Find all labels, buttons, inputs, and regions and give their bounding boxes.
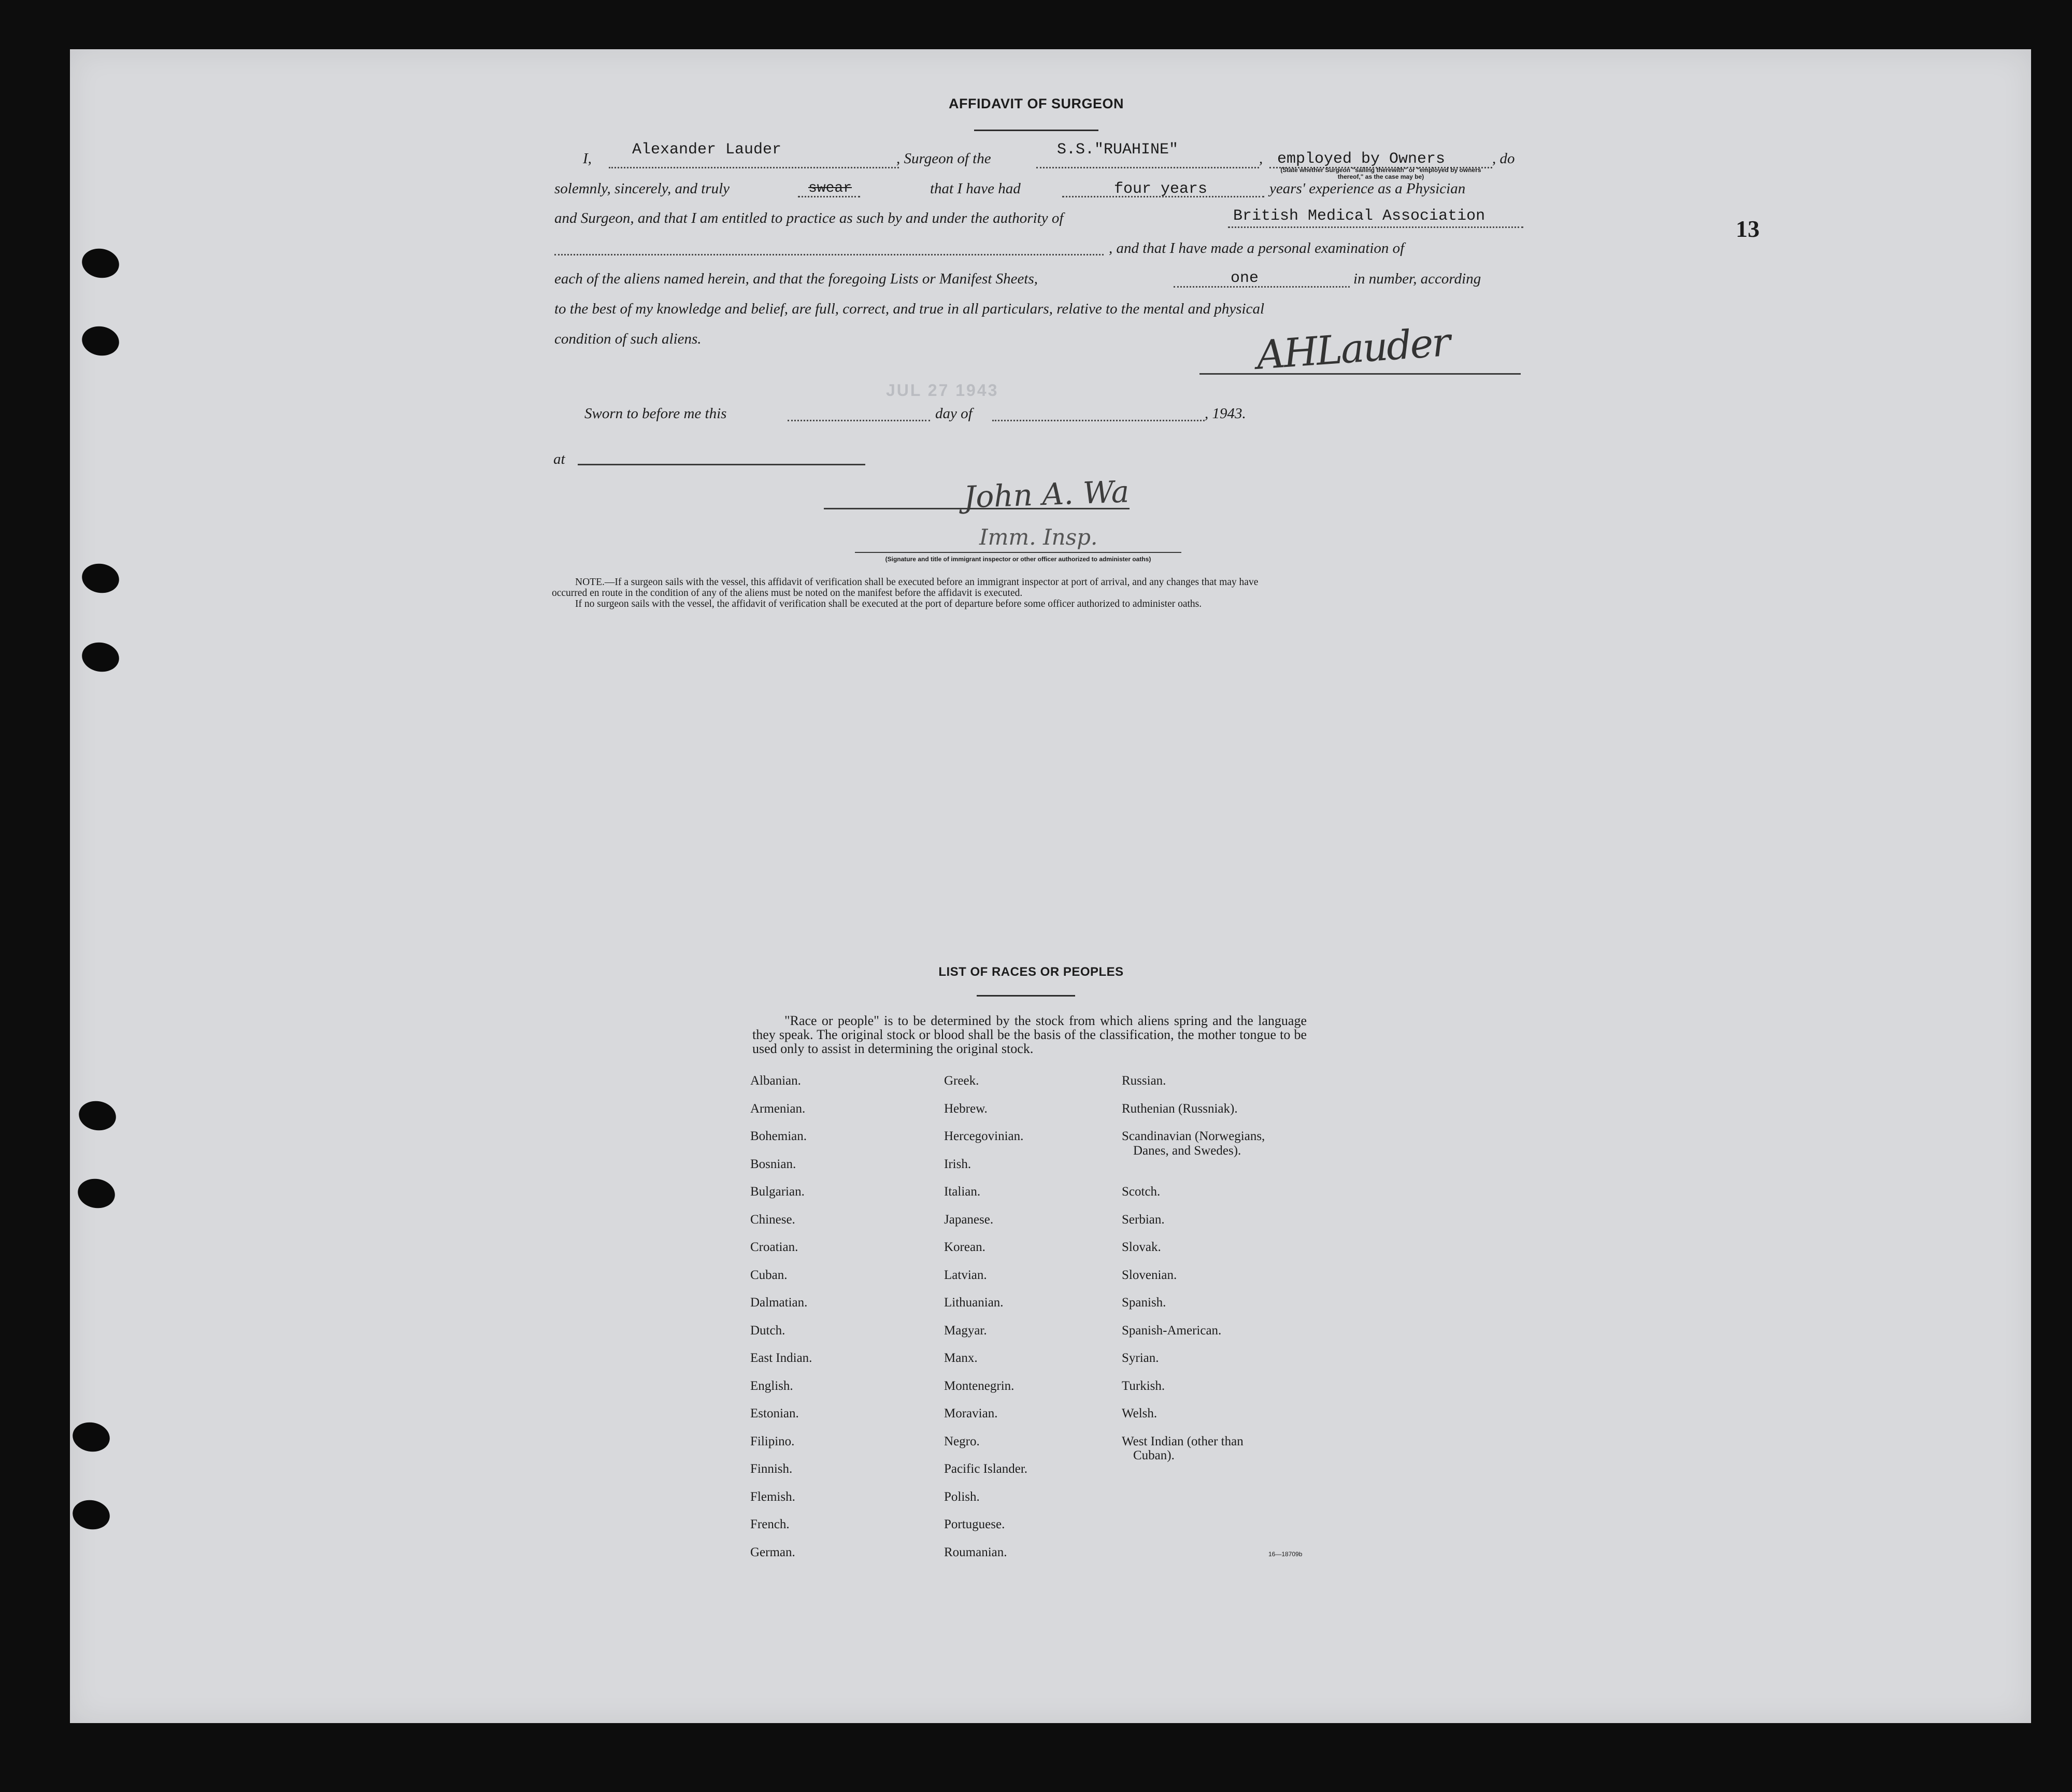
race-item: West Indian (other than: [1122, 1434, 1244, 1448]
affidavit-title: AFFIDAVIT OF SURGEON: [949, 96, 1124, 111]
ship-line: [1036, 167, 1259, 168]
race-item: Korean.: [944, 1240, 985, 1254]
sworn-month-line: [992, 420, 1205, 421]
authority-line: [1228, 226, 1523, 228]
label-surgeon-of-the: , Surgeon of the: [896, 150, 991, 167]
inspector-signature: John A. Wa: [963, 474, 1130, 515]
race-item: Manx.: [944, 1351, 978, 1365]
label-best-knowledge: to the best of my knowledge and belief, are full, correct, and true in all particulars, relative to the mental and physical: [554, 301, 1265, 317]
race-item: Syrian.: [1122, 1351, 1159, 1365]
races-intro: "Race or people" is to be determined by the stock from which aliens spring and the language they speak. The original stock or blood shall be the basis of the classification, the mother tongue to be used only to assist in determining the original stock.: [752, 1013, 1307, 1056]
inspector-caption: (Signature and title of immigrant inspector or other officer authorized to administer oaths): [885, 556, 1151, 563]
race-item: English.: [750, 1378, 793, 1393]
inspector-title: Imm. Insp.: [979, 524, 1098, 550]
date-stamp: JUL 27 1943: [886, 381, 999, 400]
ship-name: S.S."RUAHINE": [1057, 141, 1179, 159]
race-item: Armenian.: [750, 1101, 806, 1116]
label-that-i-have-had: that I have had: [930, 180, 1021, 197]
inspector-title-line: [855, 552, 1181, 553]
race-item: Filipino.: [750, 1434, 795, 1448]
label-at: at: [553, 451, 565, 467]
race-item: Serbian.: [1122, 1212, 1165, 1227]
race-item: Negro.: [944, 1434, 980, 1448]
race-item: Spanish.: [1122, 1296, 1166, 1310]
race-item: East Indian.: [750, 1351, 812, 1365]
label-aliens-named: each of the aliens named herein, and that the foregoing Lists or Manifest Sheets,: [554, 271, 1038, 287]
race-item: Russian.: [1122, 1074, 1166, 1088]
employed-note: (State whether Surgeon "sailing therewith" or "employed by owners thereof," as the case may be): [1280, 166, 1481, 180]
comma: ,: [1259, 150, 1263, 167]
title-underline: [974, 130, 1098, 131]
race-item: Magyar.: [944, 1323, 987, 1338]
note-line-1: NOTE.—If a surgeon sails with the vessel, this affidavit of verification shall be executed before an immigrant inspector at port of arrival, and any changes that may have: [575, 577, 1259, 588]
sheets-line: [1174, 286, 1350, 288]
race-item: Ruthenian (Russniak).: [1122, 1101, 1238, 1116]
race-item: Latvian.: [944, 1268, 987, 1282]
label-condition: condition of such aliens.: [554, 331, 702, 347]
oath-word: swear: [808, 180, 852, 196]
label-solemnly: solemnly, sincerely, and truly: [554, 180, 730, 197]
race-item: Bohemian.: [750, 1129, 807, 1143]
races-title-underline: [977, 995, 1075, 997]
race-item: Estonian.: [750, 1406, 799, 1420]
label-and-surgeon: and Surgeon, and that I am entitled to practice as such by and under the authority of: [554, 210, 1064, 226]
at-line: [578, 464, 865, 465]
note-line-3: If no surgeon sails with the vessel, the affidavit of verification shall be executed at the port of departure before some officer authorized to administer oaths.: [575, 599, 1202, 609]
race-item: French.: [750, 1517, 790, 1531]
label-sworn: Sworn to before me this: [584, 405, 727, 422]
race-item: Japanese.: [944, 1212, 994, 1227]
race-item: Italian.: [944, 1185, 981, 1199]
employed-by: employed by Owners: [1277, 150, 1446, 168]
race-item: Scandinavian (Norwegians,: [1122, 1129, 1265, 1143]
label-do: , do: [1492, 150, 1515, 167]
race-item: Irish.: [944, 1157, 971, 1171]
race-item: Albanian.: [750, 1074, 801, 1088]
race-item: Moravian.: [944, 1406, 998, 1420]
race-item: Lithuanian.: [944, 1296, 1004, 1310]
race-item: Finnish.: [750, 1462, 793, 1476]
authority-value: British Medical Association: [1233, 207, 1485, 225]
page-number: 13: [1736, 216, 1760, 242]
race-item: Danes, and Swedes).: [1133, 1143, 1241, 1158]
race-item: Bulgarian.: [750, 1185, 805, 1199]
race-item: Spanish-American.: [1122, 1323, 1222, 1338]
sworn-date-line: [788, 420, 930, 421]
race-item: Dalmatian.: [750, 1296, 808, 1310]
races-title: LIST OF RACES OR PEOPLES: [938, 965, 1124, 979]
label-i: I,: [583, 150, 592, 167]
authority-line-2: [554, 254, 1104, 255]
race-item: Slovak.: [1122, 1240, 1161, 1254]
sheets-value: one: [1231, 269, 1259, 287]
race-item: Polish.: [944, 1489, 980, 1504]
sworn-year: , 1943.: [1205, 405, 1246, 422]
surgeon-signature: AHLauder: [1255, 319, 1451, 378]
note-line-2: occurred en route in the condition of any of the aliens must be noted on the manifest before the affidavit is executed.: [552, 588, 1023, 599]
form-number: 16—18709b: [1268, 1551, 1303, 1558]
race-item: Hebrew.: [944, 1101, 988, 1116]
years-value: four years: [1114, 180, 1208, 198]
race-item: Cuban).: [1133, 1448, 1175, 1463]
race-item: Greek.: [944, 1074, 979, 1088]
race-item: Bosnian.: [750, 1157, 796, 1171]
race-item: Roumanian.: [944, 1545, 1007, 1559]
surgeon-name-line: [609, 167, 899, 168]
signature-line: [1199, 373, 1521, 375]
label-in-number: in number, according: [1353, 271, 1481, 287]
race-item: Portuguese.: [944, 1517, 1005, 1531]
race-item: Slovenian.: [1122, 1268, 1177, 1282]
race-item: Hercegovinian.: [944, 1129, 1024, 1143]
inspector-signature-line: [824, 508, 1130, 509]
label-years-experience: years' experience as a Physician: [1269, 180, 1466, 197]
race-item: Croatian.: [750, 1240, 798, 1254]
race-item: Cuban.: [750, 1268, 788, 1282]
race-item: Welsh.: [1122, 1406, 1158, 1420]
race-item: Chinese.: [750, 1212, 795, 1227]
surgeon-name: Alexander Lauder: [632, 141, 782, 159]
race-item: Scotch.: [1122, 1185, 1161, 1199]
label-day-of: day of: [935, 405, 973, 422]
race-item: Turkish.: [1122, 1378, 1165, 1393]
label-personal-exam: , and that I have made a personal examination of: [1109, 240, 1405, 257]
race-item: German.: [750, 1545, 795, 1559]
race-item: Dutch.: [750, 1323, 785, 1338]
race-item: Pacific Islander.: [944, 1462, 1028, 1476]
race-item: Montenegrin.: [944, 1378, 1014, 1393]
race-item: Flemish.: [750, 1489, 795, 1504]
affidavit-note: [552, 577, 1526, 609]
